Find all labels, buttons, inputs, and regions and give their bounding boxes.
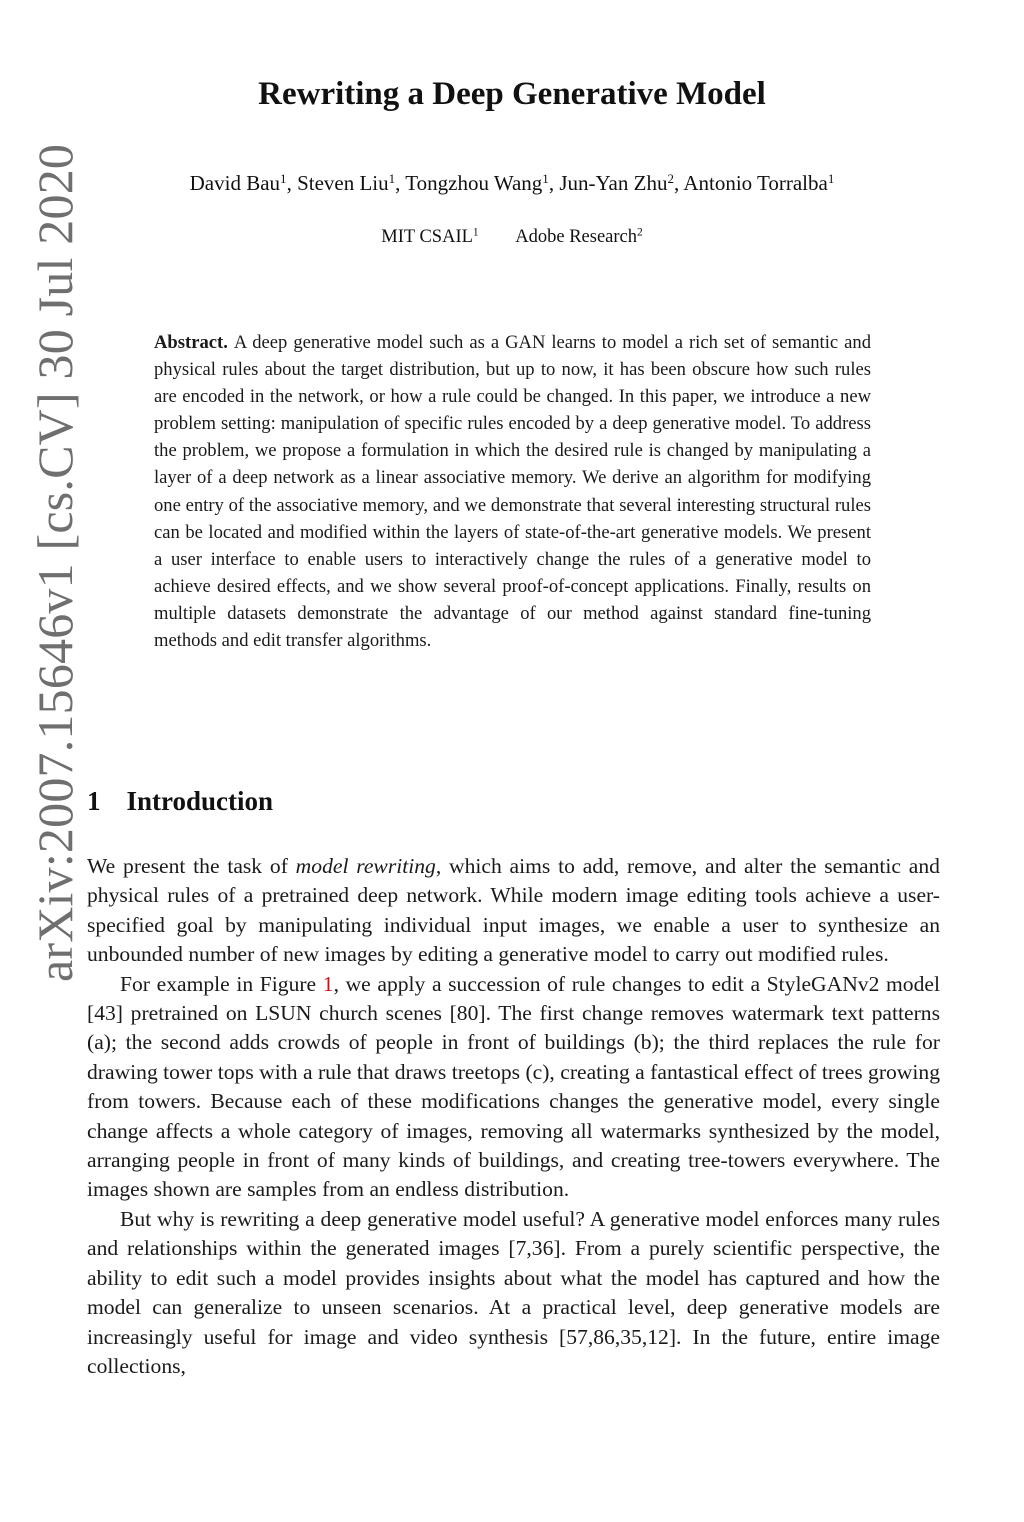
paragraph-text: But why is rewriting a deep generative model useful? A generative model enforces many rules and relationships within the generated images [7,36]. From a purely scientific perspective, the ability to edit such a model provides insights about what the model has captured and how the model can generalize to unseen scenarios. At a practical level, deep generative models are increasingly useful for image and video synthesis [57,86,35,12]. In the future, entire image collections, — [87, 1206, 940, 1378]
paper-title: Rewriting a Deep Generative Model — [258, 76, 766, 112]
paragraph-text: , which aims to add, remove, and alter the semantic and physical rules of a pretrained deep network. While modern image editing tools achieve a user-specified goal by manipulating individual input images, we enable a user to synthesize an unbounded number of new images by editing a generative model to carry out modified rules. — [87, 854, 940, 967]
author-separator: , — [395, 171, 406, 195]
author — [405, 171, 559, 195]
section-title: Introduction — [126, 786, 274, 816]
author-name: Tongzhou Wang — [405, 171, 543, 195]
paragraph — [87, 852, 940, 970]
affiliation-mark: 2 — [667, 170, 674, 186]
affiliation-name: Adobe Research — [515, 227, 638, 247]
paragraph-text: For example in Figure — [120, 971, 323, 996]
author-separator: , — [286, 171, 298, 195]
affiliation-mark: 2 — [637, 226, 643, 239]
body-text — [87, 852, 940, 1381]
paragraph — [87, 970, 940, 1205]
affiliation — [515, 227, 642, 247]
author — [683, 171, 834, 195]
abstract-label: Abstract. — [154, 332, 228, 353]
author-list — [0, 171, 1024, 196]
affiliation-mark: 1 — [827, 170, 835, 186]
author-name: Antonio Torralba — [683, 171, 828, 195]
affiliation-name: MIT CSAIL — [381, 227, 473, 247]
paragraph — [87, 1205, 940, 1381]
author-separator: , — [548, 171, 560, 195]
paragraph-text: , we apply a succession of rule changes to edit a StyleGANv2 model [43] pretrained on LSUN church scenes [80]. The first change removes watermark text patterns (a); the second adds crowds of people in front of buildings (b); the third replaces the rule for drawing tower tops with a rule that draws treetops (c), creating a fantastical effect of trees growing from towers. Because each of these modifications changes the generative model, every single change affects a whole category of images, removing all watermarks synthesized by the model, arranging people in front of many kinds of buildings, and creating tree-towers everywhere. The images shown are samples from an endless distribution. — [87, 971, 940, 1202]
author-separator: , — [673, 171, 684, 195]
section-heading — [87, 786, 273, 817]
author-name: David Bau — [189, 171, 281, 195]
paragraph-text: We present the task of — [87, 854, 296, 878]
author — [559, 171, 683, 195]
arxiv-side-stamp: arXiv:2007.15646v1 [cs.CV] 30 Jul 2020 — [27, 143, 83, 982]
section-number: 1 — [87, 786, 101, 816]
author-name: Steven Liu — [297, 171, 389, 195]
author-name: Jun-Yan Zhu — [559, 171, 668, 195]
abstract — [154, 329, 871, 654]
emphasis-term: model rewriting — [295, 854, 436, 878]
abstract-text: A deep generative model such as a GAN learns to model a rich set of semantic and physical rules about the target distribution, but up to now, it has been obscure how such rules are encoded in the network, or how a rule could be changed. In this paper, we introduce a new problem setting: manipulation of specific rules encoded by a deep generative model. To address the problem, we propose a formulation in which the desired rule is changed by manipulating a layer of a deep network as a linear associative memory. We derive an algorithm for modifying one entry of the associative memory, and we demonstrate that several interesting structural rules can be located and modified within the layers of state-of-the-art generative models. We present a user interface to enable users to interactively change the rules of a generative model to achieve desired effects, and we show several proof-of-concept applications. Finally, results on multiple datasets demonstrate the advantage of our method against standard fine-tuning methods and edit transfer algorithms. — [154, 332, 871, 652]
affiliation-list — [0, 227, 1024, 248]
affiliation — [381, 227, 478, 247]
author — [297, 171, 405, 195]
figure-ref-link[interactable]: 1 — [322, 971, 334, 996]
affiliation-mark: 1 — [542, 170, 549, 186]
affiliation-mark: 1 — [472, 226, 479, 239]
affiliation-mark: 1 — [388, 170, 396, 186]
affiliation-mark: 1 — [280, 170, 287, 186]
author — [190, 171, 297, 195]
